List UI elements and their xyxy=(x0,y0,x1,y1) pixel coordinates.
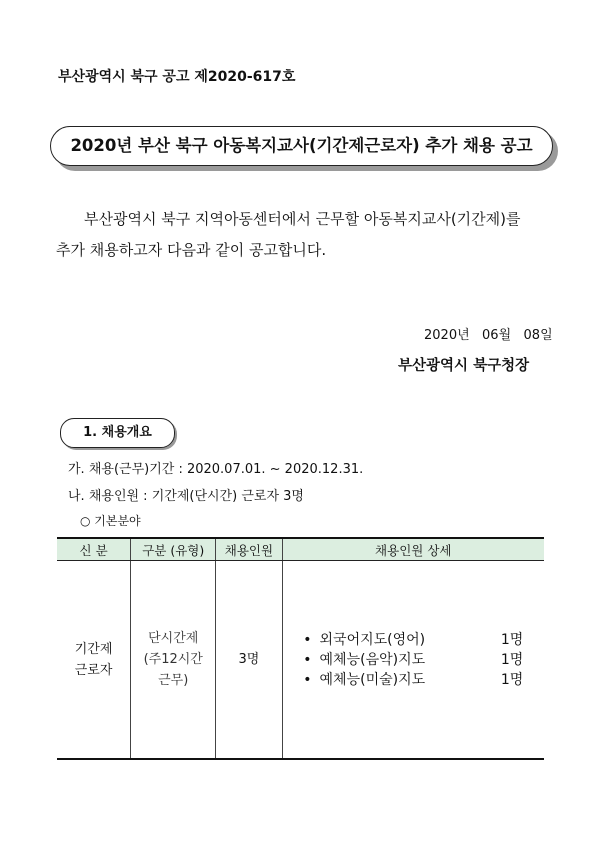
detail-label: 예체능(음악)지도 xyxy=(319,651,426,668)
detail-label: 외국어지도(영어) xyxy=(319,631,426,648)
header-details: 채용인원 상세 xyxy=(282,538,544,561)
recruitment-table xyxy=(57,537,544,760)
detail-count: 1명 xyxy=(500,631,524,648)
subhead-basic-field: ○ 기본분야 xyxy=(80,514,141,528)
intro-paragraph xyxy=(56,204,556,266)
cell-type-line-3: 근무) xyxy=(158,673,189,688)
cell-status-line-1: 기간제 xyxy=(74,641,113,657)
section-title-recruitment-overview: 1. 채용개요 xyxy=(60,418,175,448)
detail-label: 예체능(미술)지도 xyxy=(319,671,426,688)
bullet-icon: • xyxy=(303,651,312,668)
detail-count: 1명 xyxy=(500,651,524,668)
cell-headcount: 3명 xyxy=(216,561,282,760)
notice-number: 부산광역시 북구 공고 제2020-617호 xyxy=(58,69,296,85)
page-title: 2020년 부산 북구 아동복지교사(기간제근로자) 추가 채용 공고 xyxy=(50,126,553,166)
table-row xyxy=(57,561,544,760)
list-item xyxy=(303,630,523,650)
cell-status xyxy=(57,561,131,760)
intro-line-1: 부산광역시 북구 지역아동센터에서 근무할 아동복지교사(기간제)를 xyxy=(84,210,521,228)
header-type: 구분 (유형) xyxy=(131,538,216,561)
cell-details xyxy=(282,561,544,760)
cell-type xyxy=(131,561,216,760)
bullet-icon: • xyxy=(303,671,312,688)
header-status: 신 분 xyxy=(57,538,131,561)
cell-status-line-2: 근로자 xyxy=(74,662,113,678)
header-headcount: 채용인원 xyxy=(216,538,282,561)
cell-type-line-1: 단시간제 xyxy=(148,631,199,646)
list-item xyxy=(303,670,523,690)
cell-type-line-2: (주12시간 xyxy=(143,652,203,667)
intro-line-2: 추가 채용하고자 다음과 같이 공고합니다. xyxy=(56,241,327,259)
title-banner xyxy=(50,126,560,174)
list-item xyxy=(303,650,523,670)
signer: 부산광역시 북구청장 xyxy=(398,358,530,374)
notice-date: 2020년 06월 08일 xyxy=(424,328,553,343)
item-headcount: 나. 채용인원 : 기간제(단시간) 근로자 3명 xyxy=(68,489,304,504)
item-employment-period: 가. 채용(근무)기간 : 2020.07.01. ~ 2020.12.31. xyxy=(68,462,364,477)
table-header-row xyxy=(57,538,544,561)
bullet-icon: • xyxy=(303,631,312,648)
detail-list xyxy=(303,630,523,690)
detail-count: 1명 xyxy=(500,671,524,688)
